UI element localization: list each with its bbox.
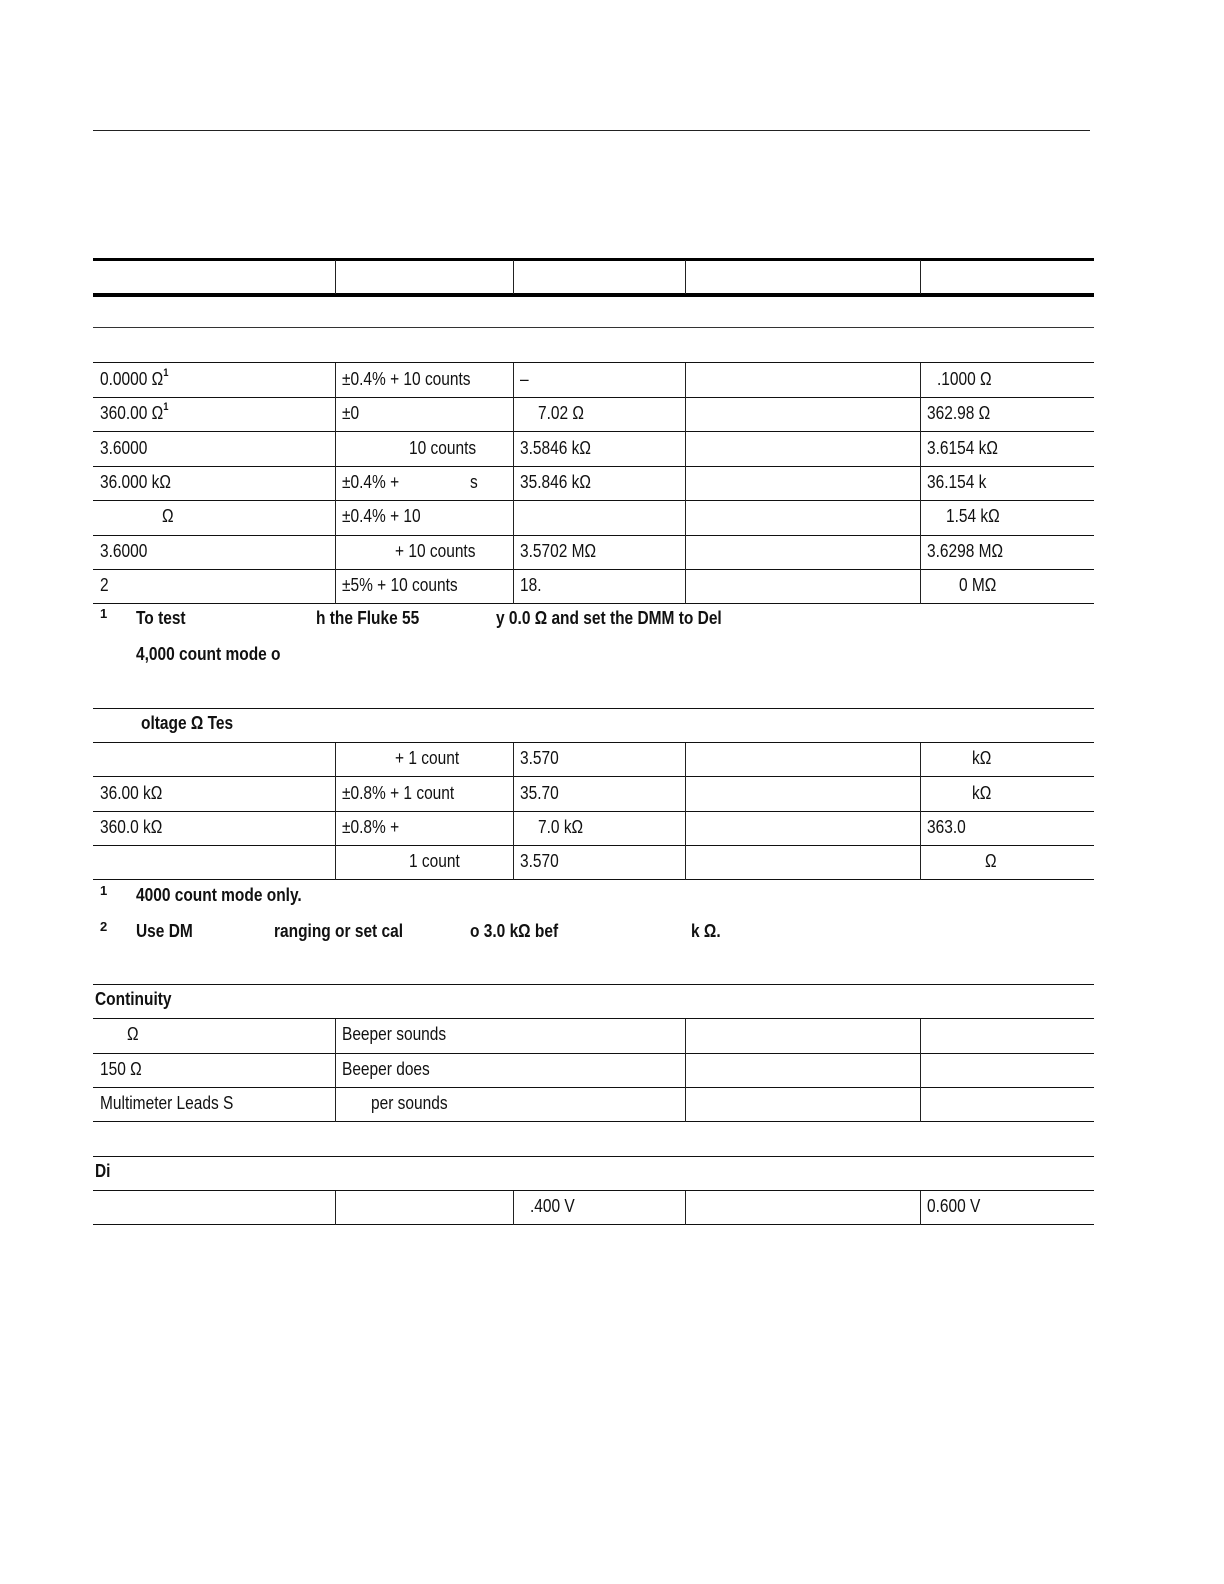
header-divider: [335, 260, 336, 294]
footnote-mark: 1: [100, 606, 108, 621]
footnote-mark: 2: [100, 919, 108, 934]
result-cell: per sounds: [371, 1093, 448, 1113]
range-cell: 3.6000: [100, 541, 148, 561]
accuracy-cell: ±5% + 10 counts: [342, 575, 458, 595]
footnote-text: ranging or set cal: [274, 921, 404, 941]
footnote-mark: 1: [100, 883, 108, 898]
footnote-text: Use DM: [136, 921, 193, 941]
accuracy-cell: + 10 counts: [395, 541, 476, 561]
high-limit-cell: 0.600 V: [927, 1196, 981, 1216]
section-rule: [93, 984, 1094, 985]
low-limit-cell: 35.846 kΩ: [520, 472, 591, 492]
footnote-text: h the Fluke 55: [316, 608, 420, 628]
low-limit-cell: 35.70: [520, 783, 559, 803]
high-limit-cell: kΩ: [972, 783, 992, 803]
high-limit-cell: 363.0: [927, 817, 966, 837]
input-cell: Multimeter Leads S: [100, 1093, 234, 1113]
table-top-border: [93, 258, 1094, 261]
input-cell: Ω: [127, 1024, 139, 1044]
input-cell: 150 Ω: [100, 1059, 142, 1079]
low-limit-cell: 3.5702 MΩ: [520, 541, 597, 561]
accuracy-cell: ±0: [342, 403, 360, 423]
range-cell: Ω: [162, 506, 174, 526]
range-cell: 36.000 kΩ: [100, 472, 171, 492]
high-limit-cell: 0 MΩ: [959, 575, 997, 595]
accuracy-cell: ±0.4% +: [342, 472, 400, 492]
result-cell: Beeper does: [342, 1059, 430, 1079]
section-title: Continuity: [95, 989, 172, 1009]
low-limit-cell: 3.570: [520, 851, 559, 871]
section-title: Di: [95, 1161, 111, 1181]
high-limit-cell: 362.98 Ω: [927, 403, 991, 423]
low-limit-cell: 3.5846 kΩ: [520, 438, 591, 458]
high-limit-cell: 1.54 kΩ: [946, 506, 1000, 526]
header-divider: [513, 260, 514, 294]
high-limit-cell: kΩ: [972, 748, 992, 768]
high-limit-cell: 3.6154 kΩ: [927, 438, 998, 458]
low-limit-cell: 18.: [520, 575, 542, 595]
low-limit-cell: .400 V: [530, 1196, 575, 1216]
range-cell: 360.00 $\Omega^1$: [100, 401, 169, 423]
footnote-text: k Ω.: [691, 921, 721, 941]
low-limit-cell: 3.570: [520, 748, 559, 768]
footnote-text: 4000 count mode only.: [136, 885, 302, 905]
range-cell: 36.00 kΩ: [100, 783, 163, 803]
accuracy-cell: ±0.8% + 1 count: [342, 783, 455, 803]
section-rule: [93, 327, 1094, 328]
low-limit-cell: –: [520, 369, 529, 389]
accuracy-cell-tail: s: [470, 472, 478, 492]
high-limit-cell: Ω: [985, 851, 997, 871]
header-divider: [685, 260, 686, 294]
section-rule: [93, 708, 1094, 709]
range-cell: 0.0000 $\Omega^1$: [100, 367, 169, 389]
footnote-text: To test: [136, 608, 186, 628]
table-header-bottom-border: [93, 293, 1094, 297]
header-divider: [920, 260, 921, 294]
high-limit-cell: 3.6298 MΩ: [927, 541, 1004, 561]
section-title: oltage Ω Tes: [141, 713, 234, 733]
footnote-text: y 0.0 Ω and set the DMM to Del: [496, 608, 722, 628]
range-cell: 2: [100, 575, 109, 595]
accuracy-cell: 1 count: [409, 851, 460, 871]
high-limit-cell: 36.154 k: [927, 472, 987, 492]
accuracy-cell: + 1 count: [395, 748, 460, 768]
accuracy-cell: 10 counts: [409, 438, 477, 458]
footnote-text: 4,000 count mode o: [136, 644, 281, 664]
result-cell: Beeper sounds: [342, 1024, 447, 1044]
high-limit-cell: .1000 Ω: [937, 369, 992, 389]
page-top-rule: [93, 130, 1090, 131]
range-cell: 3.6000: [100, 438, 148, 458]
low-limit-cell: 7.02 Ω: [538, 403, 585, 423]
range-cell: 360.0 kΩ: [100, 817, 163, 837]
low-limit-cell: 7.0 kΩ: [538, 817, 584, 837]
accuracy-cell: ±0.8% +: [342, 817, 400, 837]
footnote-text: o 3.0 kΩ bef: [470, 921, 559, 941]
section-rule: [93, 1156, 1094, 1157]
accuracy-cell: ±0.4% + 10: [342, 506, 421, 526]
accuracy-cell: ±0.4% + 10 counts: [342, 369, 471, 389]
